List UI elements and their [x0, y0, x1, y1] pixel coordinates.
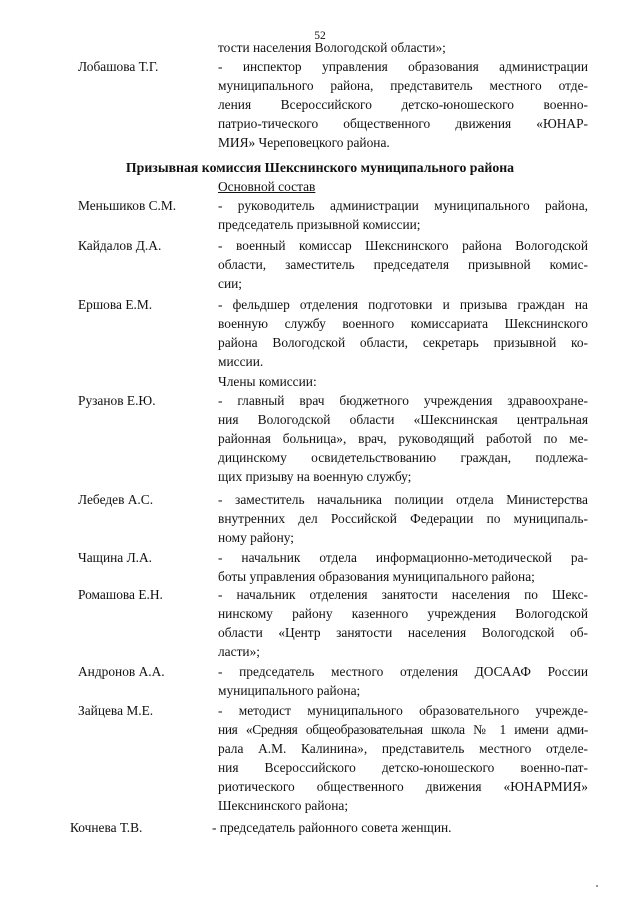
person-role: [218, 548, 588, 586]
person-role: [218, 196, 588, 234]
text-line: сии;: [218, 276, 242, 291]
text-line: ния Вологодской области «Шекснинская центральная: [218, 412, 588, 427]
intro-text: [218, 38, 588, 57]
person-name: Рузанов Е.Ю.: [78, 393, 156, 408]
text-line: председатель призывной комиссии;: [218, 217, 421, 232]
person-role: [218, 662, 588, 700]
text-line: районная больница», врач, руководящий работой по ме-: [218, 431, 588, 446]
person-name: Кочнева Т.В.: [70, 820, 143, 835]
text-line: рала А.М. Калинина», представитель местного отделе-: [218, 741, 588, 756]
text-line: нинскому району казенного учреждения Вологодской: [218, 606, 588, 621]
scan-speck: [596, 885, 598, 887]
text-line: риотического общественного движения «ЮНАРМИЯ»: [218, 779, 588, 794]
text-line: - председатель местного отделения ДОСААФ России: [218, 664, 588, 679]
person-name: Лобашова Т.Г.: [78, 59, 159, 74]
person-name: Андронов А.А.: [78, 664, 165, 679]
text-line: - начальник отделения занятости населения по Шекс-: [218, 587, 588, 602]
person-role: [218, 585, 588, 661]
person-name: Зайцева М.Е.: [78, 703, 154, 718]
page-number: 52: [314, 30, 326, 42]
text-line: - председатель районного совета женщин.: [212, 820, 452, 835]
text-line: ления Всероссийского детско-юношеского военно-: [218, 97, 588, 112]
text-line: - фельдшер отделения подготовки и призыва граждан на: [218, 297, 588, 312]
text-line: дицинскому освидетельствованию граждан, подлежа-: [218, 450, 588, 465]
text-line: - главный врач бюджетного учреждения здравоохране-: [218, 393, 588, 408]
members-label: Члены комиссии:: [218, 374, 317, 389]
person-role: [218, 57, 588, 152]
text-line: ласти»;: [218, 644, 261, 659]
person-role: [218, 391, 588, 486]
text-line: - начальник отдела информационно-методической ра-: [218, 550, 588, 565]
text-line: области «Центр занятости населения Вологодской об-: [218, 625, 588, 640]
text-line: ния Всероссийского детско-юношеского военно-пат-: [218, 760, 588, 775]
text-line: области, заместитель председателя призывной комис-: [218, 257, 588, 272]
person-role: [212, 818, 582, 837]
text-line: муниципального района, представитель местного отде-: [218, 78, 588, 93]
person-name: Чащина Л.А.: [78, 550, 153, 565]
text-line: - методист муниципального образовательного учрежде-: [218, 703, 588, 718]
person-name: Лебедев А.С.: [78, 492, 154, 507]
text-line: внутренних дел Российской Федерации по муниципаль-: [218, 511, 588, 526]
text-line: Шекснинского района;: [218, 798, 349, 813]
text-line: МИЯ» Череповецкого района.: [218, 135, 390, 150]
person-name: Ершова Е.М.: [78, 297, 153, 312]
text-line: - инспектор управления образования администрации: [218, 59, 588, 74]
text-line: ному району;: [218, 530, 295, 545]
text-line: - заместитель начальника полиции отдела Министерства: [218, 492, 588, 507]
text-line: - руководитель администрации муниципального района,: [218, 198, 588, 213]
person-role: [218, 236, 588, 293]
person-name: Меньшиков С.М.: [78, 198, 177, 213]
person-name: Кайдалов Д.А.: [78, 238, 162, 253]
text-line: муниципального района;: [218, 683, 361, 698]
main-staff-label: Основной состав: [218, 179, 316, 194]
text-line: боты управления образования муниципального района;: [218, 569, 535, 584]
person-role: [218, 490, 588, 547]
commission-title: Призывная комиссия Шекснинского муниципального района: [125, 160, 515, 175]
text-line: военную службу военного комиссариата Шекснинского: [218, 316, 588, 331]
text-line: патрио-тического общественного движения «ЮНАР-: [218, 116, 588, 131]
person-role: [218, 295, 588, 371]
text-line: района Вологодской области, секретарь призывной ко-: [218, 335, 588, 350]
text-line: тости населения Вологодской области»;: [218, 40, 446, 55]
person-role: [218, 701, 588, 815]
person-name: Ромашова Е.Н.: [78, 587, 163, 602]
text-line: ния «Средняя общеобразовательная школа № 1 имени адми-: [218, 722, 588, 737]
text-line: - военный комиссар Шекснинского района Вологодской: [218, 238, 588, 253]
text-line: миссии.: [218, 354, 264, 369]
text-line: щих призыву на военную службу;: [218, 469, 412, 484]
